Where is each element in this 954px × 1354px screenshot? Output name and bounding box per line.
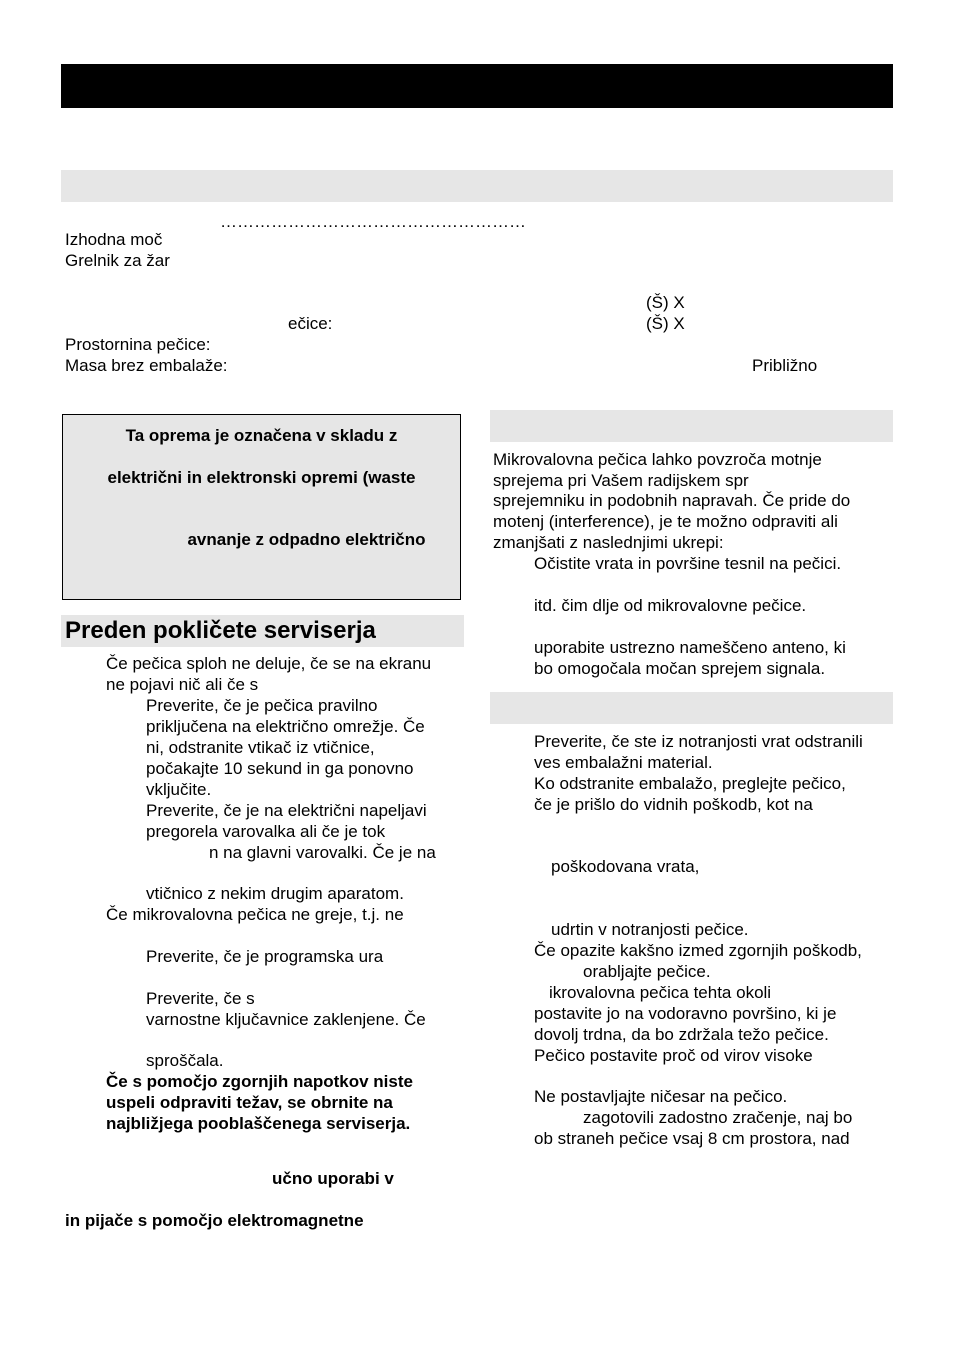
installation-line: ob straneh pečice vsaj 8 cm prostora, nad (534, 1129, 850, 1148)
spec-oven-dimension-label: ečice: (288, 314, 333, 333)
header-bar (61, 64, 893, 108)
installation-line: dovolj trdna, da bo zdržala težo pečice. (534, 1025, 829, 1044)
spec-capacity: Prostornina pečice: (65, 335, 211, 354)
service-line: Preverite, če je programska ura (146, 947, 384, 966)
installation-title-band (490, 692, 893, 724)
installation-line: če je prišlo do vidnih poškodb, kot na (534, 795, 813, 814)
service-line: n na glavni varovalki. Če je na (209, 843, 436, 862)
interference-line: zmanjšati z naslednjimi ukrepi: (493, 533, 724, 552)
weee-line: Ta oprema je označena v skladu z (125, 426, 398, 445)
service-line: Če mikrovalovna pečica ne greje, t.j. ne (106, 905, 404, 924)
spec-inner-dimension: (Š) X (646, 314, 685, 333)
service-line: vključite. (146, 780, 212, 799)
service-section-title: Preden pokličete serviserja (65, 617, 376, 644)
service-line: ne pojavi nič ali če s (106, 675, 259, 694)
service-line: ni, odstranite vtikač iz vtičnice, (146, 738, 375, 757)
service-line: počakajte 10 sekund in ga ponovno (146, 759, 414, 778)
spec-weight: Masa brez embalaže: (65, 356, 228, 375)
installation-line: Ne postavljajte ničesar na pečico. (534, 1087, 788, 1106)
installation-line: udrtin v notranjosti pečice. (551, 920, 749, 939)
service-line: vtičnico z nekim drugim aparatom. (146, 884, 404, 903)
installation-line: ikrovalovna pečica tehta okoli (549, 983, 772, 1002)
installation-line: ves embalažni material. (534, 753, 713, 772)
service-line: sproščala. (146, 1051, 224, 1070)
installation-line: zagotovili zadostno zračenje, naj bo (583, 1108, 853, 1127)
installation-line: Preverite, če ste iz notranjosti vrat odstranili (534, 732, 863, 751)
service-line: Preverite, če je pečica pravilno (146, 696, 378, 715)
service-line: varnostne ključavnice zaklenjene. Če (146, 1010, 426, 1029)
weee-line: avnanje z odpadno električno (187, 530, 426, 549)
service-tail-line: in pijače s pomočjo elektromagnetne (65, 1211, 364, 1230)
installation-line: orabljajte pečice. (583, 962, 711, 981)
service-contact-note: Če s pomočjo zgornjih napotkov niste (106, 1072, 413, 1091)
weee-notice-box (62, 414, 461, 600)
service-line: pregorela varovalka ali če je tok (146, 822, 386, 841)
spec-output-power: Izhodna moč (65, 230, 163, 249)
specifications-band (61, 170, 893, 202)
service-tail-line: učno uporabi v (272, 1169, 394, 1188)
interference-line: motenj (interference), je te možno odpraviti ali (493, 512, 838, 531)
interference-line: itd. čim dlje od mikrovalovne pečice. (534, 596, 807, 615)
interference-line: uporabite ustrezno nameščeno anteno, ki (534, 638, 846, 657)
interference-title-band (490, 410, 893, 442)
interference-line: sprejema pri Vašem radijskem spr (493, 471, 749, 490)
spec-weight-approx: Približno (752, 356, 818, 375)
service-contact-note: uspeli odpraviti težav, se obrnite na (106, 1093, 393, 1112)
installation-line: postavite jo na vodoravno površino, ki je (534, 1004, 837, 1023)
installation-line: Ko odstranite embalažo, preglejte pečico, (534, 774, 846, 793)
service-contact-note: najbližjega pooblaščenega serviserja. (106, 1114, 411, 1133)
spec-dots: ……………………………………………… (220, 212, 526, 231)
service-line: Preverite, če s (146, 989, 255, 1008)
interference-line: Očistite vrata in površine tesnil na pečici. (534, 554, 842, 573)
installation-line: Pečico postavite proč od virov visoke (534, 1046, 813, 1065)
service-line: priključena na električno omrežje. Če (146, 717, 425, 736)
spec-grill-heater: Grelnik za žar (65, 251, 170, 270)
spec-outer-dimension: (Š) X (646, 293, 685, 312)
interference-line: sprejemniku in podobnih napravah. Če pride do (493, 491, 851, 510)
installation-line: poškodovana vrata, (551, 857, 700, 876)
service-line: Če pečica sploh ne deluje, če se na ekranu (106, 654, 432, 673)
interference-line: Mikrovalovna pečica lahko povzroča motnje (493, 450, 822, 469)
service-line: Preverite, če je na električni napeljavi (146, 801, 427, 820)
interference-line: bo omogočala močan sprejem signala. (534, 659, 826, 678)
weee-line: električni in elektronski opremi (waste (107, 468, 416, 487)
installation-line: Če opazite kakšno izmed zgornjih poškodb, (534, 941, 862, 960)
